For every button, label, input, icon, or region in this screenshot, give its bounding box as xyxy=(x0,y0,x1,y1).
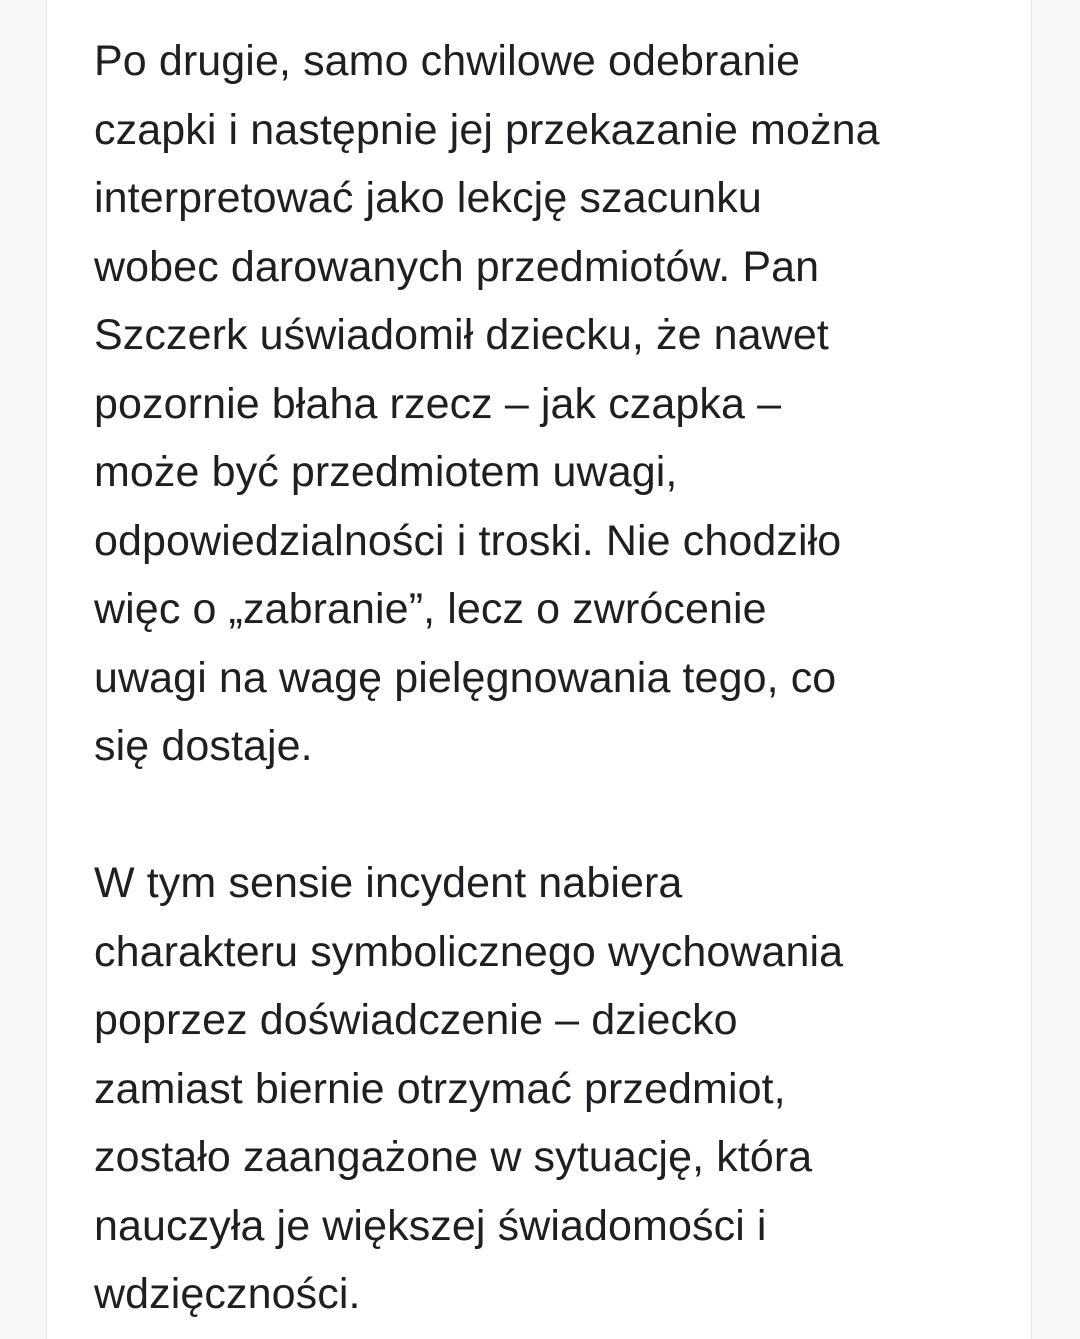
text-line: charakteru symbolicznego wychowania xyxy=(94,927,844,976)
text-line: zamiast biernie otrzymać przedmiot, xyxy=(94,1064,786,1113)
text-line: Po drugie, samo chwilowe odebranie xyxy=(94,37,801,85)
text-line: wdzięczności. xyxy=(94,1270,361,1318)
article-body xyxy=(94,27,1004,1329)
text-line: pozornie błaha rzecz – jak czapka – xyxy=(94,379,782,428)
message-card xyxy=(46,0,1032,1339)
text-line: zostało zaangażone w sytuację, która xyxy=(94,1133,813,1181)
text-line: poprzez doświadczenie – dziecko xyxy=(94,996,738,1044)
text-line: uwagi na wagę pielęgnowania tego, co xyxy=(94,653,837,702)
text-line: odpowiedzialności i troski. Nie chodziło xyxy=(94,516,842,565)
text-line: więc o „zabranie”, lecz o zwrócenie xyxy=(94,585,767,633)
paragraph-2 xyxy=(94,849,1004,1329)
text-line: nauczyła je większej świadomości i xyxy=(94,1201,767,1250)
text-line: czapki i następnie jej przekazanie można xyxy=(94,105,880,154)
paragraph-spacer xyxy=(94,781,1004,850)
text-line: Szczerk uświadomił dziecku, że nawet xyxy=(94,311,829,359)
text-line: wobec darowanych przedmiotów. Pan xyxy=(94,242,820,291)
text-line: interpretować jako lekcję szacunku xyxy=(94,174,762,222)
text-line: może być przedmiotem uwagi, xyxy=(94,448,678,496)
paragraph-1 xyxy=(94,27,1004,781)
text-line: W tym sensie incydent nabiera xyxy=(94,859,683,907)
text-line: się dostaje. xyxy=(94,722,313,770)
